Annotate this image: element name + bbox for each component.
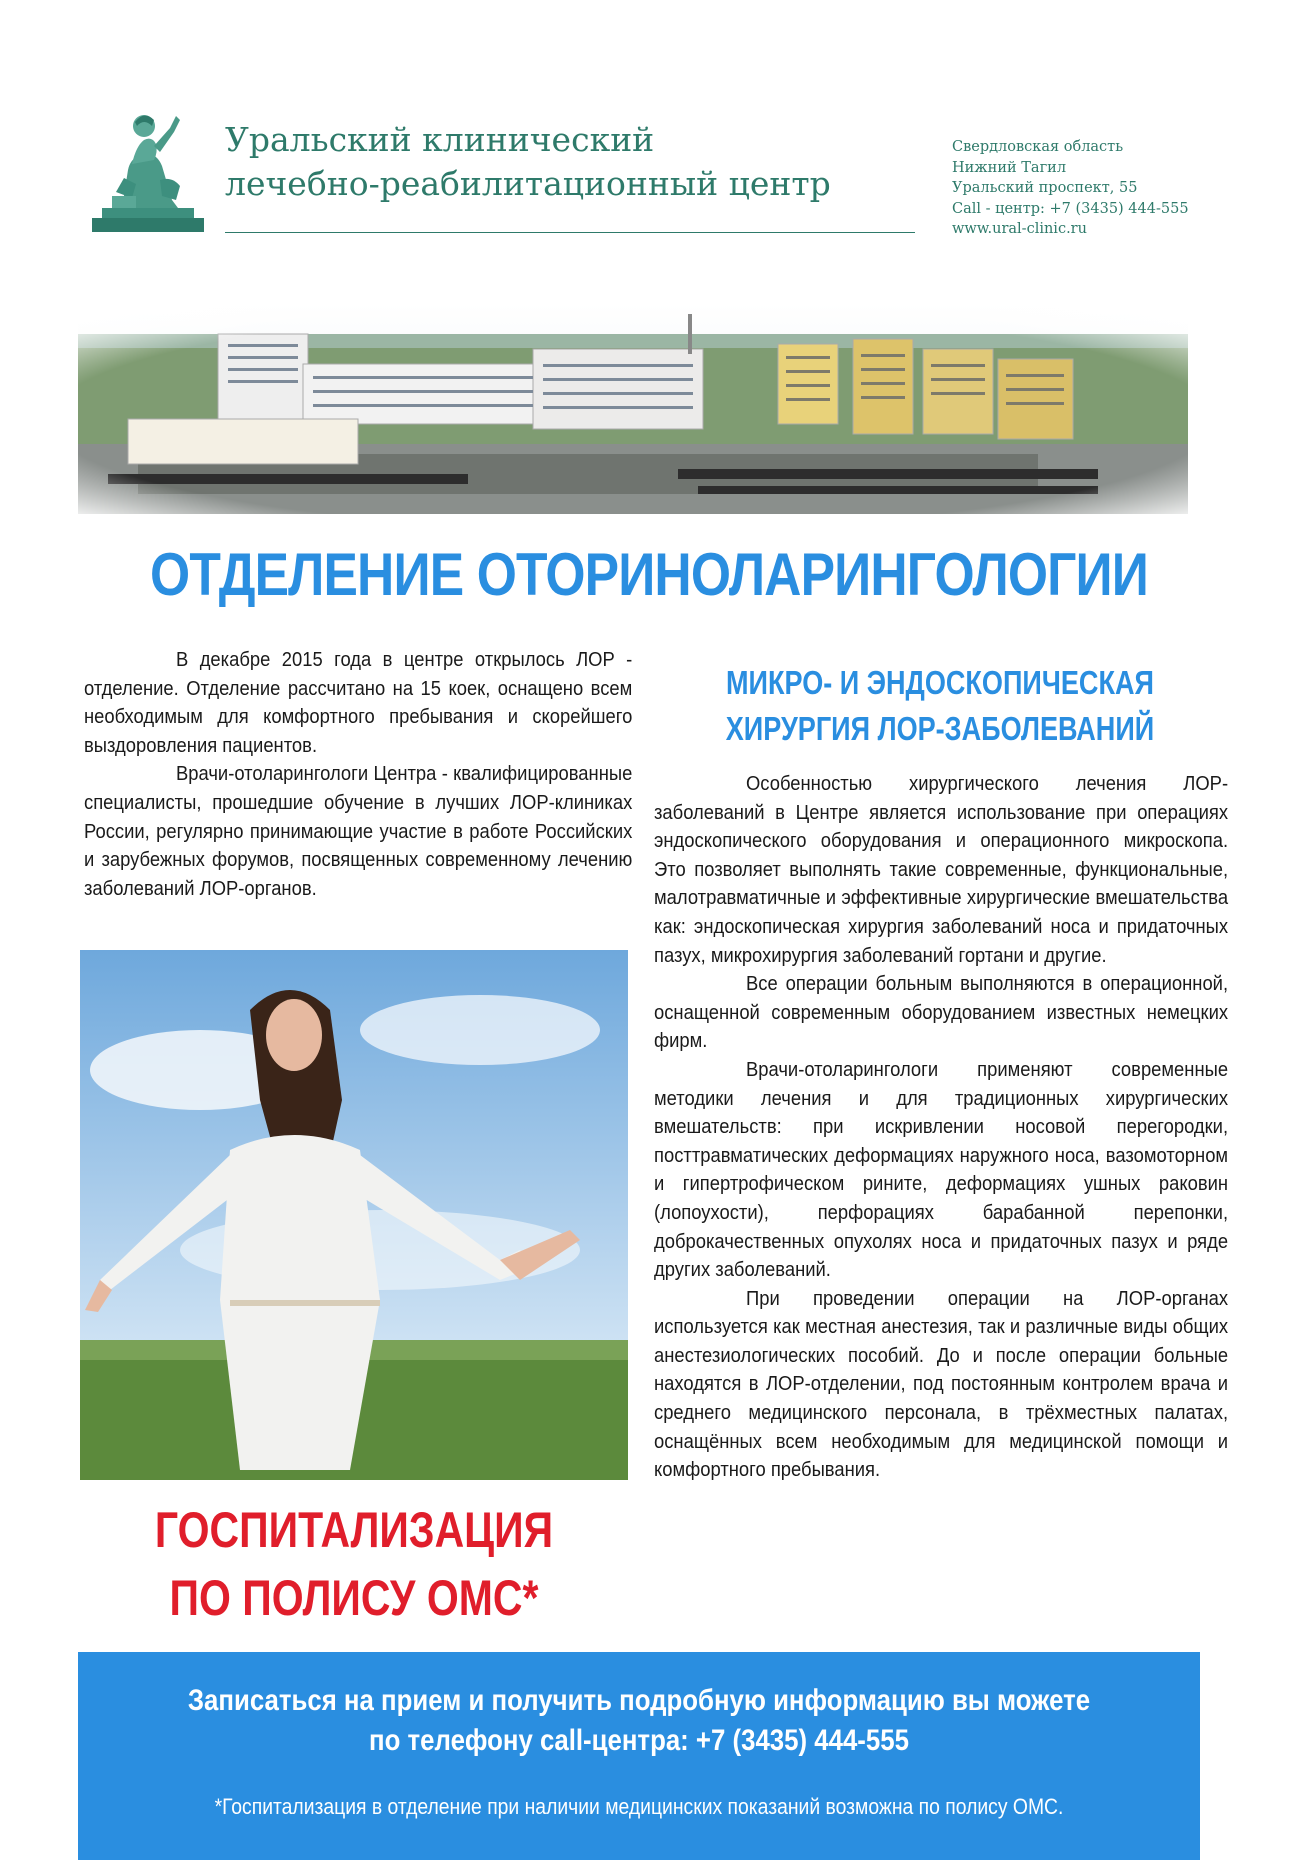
contact-block (952, 137, 1282, 240)
surgery-title-line-2: ХИРУРГИЯ ЛОР-ЗАБОЛЕВАНИЙ (725, 710, 1155, 747)
surgery-section-title (702, 660, 1178, 752)
call-center-phone: Call - центр: +7 (3435) 444-555 (952, 200, 1189, 217)
contact-banner (78, 1652, 1200, 1860)
address-street: Уральский проспект, 55 (952, 180, 1138, 196)
banner-phone-line: по телефону call-центра: +7 (3435) 444-555 (369, 1724, 909, 1757)
hospitalization-callout (129, 1496, 578, 1632)
brand-line-2: лечебно-реабилитационный центр (225, 164, 831, 203)
brand-line-1: Уральский клинический (225, 120, 655, 159)
surgery-title-line-1: МИКРО- И ЭНДОСКОПИЧЕСКАЯ (726, 664, 1154, 701)
hosp-line-1: ГОСПИТАЛИЗАЦИЯ (154, 1502, 554, 1558)
right-paragraph: При проведении операции на ЛОР-органах используется как местная анестезия, так и различные виды общих анестезиологических пособий. До и после операции больные находятся в ЛОР-отделении, под постоянным контролем врача и среднего медицинского персонала, в трёхместных палатах, оснащённых всем необходимым для медицинской помощи и комфортного пребывания. (654, 1287, 1229, 1482)
right-paragraph: Особенностью хирургического лечения ЛОР-заболеваний в Центре является использование при операциях эндоскопического оборудования и операционного микроскопа. Это позволяет выполнять такие современные, функциональные, малотравматичные и эффективные хирургические вмешательства как: эндоскопическая хирургия заболеваний носа и придаточных пазух, микрохирургия заболеваний гортани и другие. (654, 773, 1229, 967)
statue-logo-icon (92, 100, 204, 232)
hosp-line-2: ПО ПОЛИСУ ОМС* (169, 1570, 539, 1626)
department-title: ОТДЕЛЕНИЕ ОТОРИНОЛАРИНГОЛОГИИ (150, 541, 1148, 608)
left-column-text (84, 646, 632, 903)
address-region: Свердловская область (952, 139, 1124, 155)
right-column-text (654, 770, 1228, 1485)
header-divider (225, 232, 915, 233)
website-link[interactable]: www.ural-clinic.ru (952, 221, 1087, 237)
clinic-campus-photo (78, 304, 1188, 514)
clinic-brand-name (225, 118, 925, 206)
left-paragraph: В декабре 2015 года в центре открылось ЛОР - отделение. Отделение рассчитано на 15 коек, оснащено всем необходимым для комфортного пребывания и скорейшего выздоровления пациентов. (84, 649, 633, 757)
right-paragraph: Все операции больным выполняются в операционной, оснащенной современным оборудованием известных немецких фирм. (654, 973, 1229, 1053)
banner-footnote: *Госпитализация в отделение при наличии медицинских показаний возможна по полису ОМС. (214, 1794, 1064, 1819)
address-city: Нижний Тагил (952, 159, 1067, 176)
woman-in-field-photo (80, 950, 628, 1480)
banner-line-1: Записаться на прием и получить подробную информацию вы можете (187, 1684, 1091, 1717)
left-paragraph: Врачи-отоларингологи Центра - квалифицированные специалисты, прошедшие обучение в лучших ЛОР-клиниках России, регулярно принимающие участие в работе Российских и зарубежных форумов, посвященных современному лечению заболеваний ЛОР-органов. (84, 763, 633, 900)
right-paragraph: Врачи-отоларингологи применяют современные методики лечения и для традиционных хирургических вмешательств: при искривлении носовой перегородки, посттравматических деформациях наружного носа, вазомоторном и гипертрофическом рините, деформациях ушных раковин (лопоухости), перфорациях барабанной перепонки, доброкачественных опухолях носа и придаточных пазух и ряде других заболеваний. (654, 1058, 1229, 1282)
